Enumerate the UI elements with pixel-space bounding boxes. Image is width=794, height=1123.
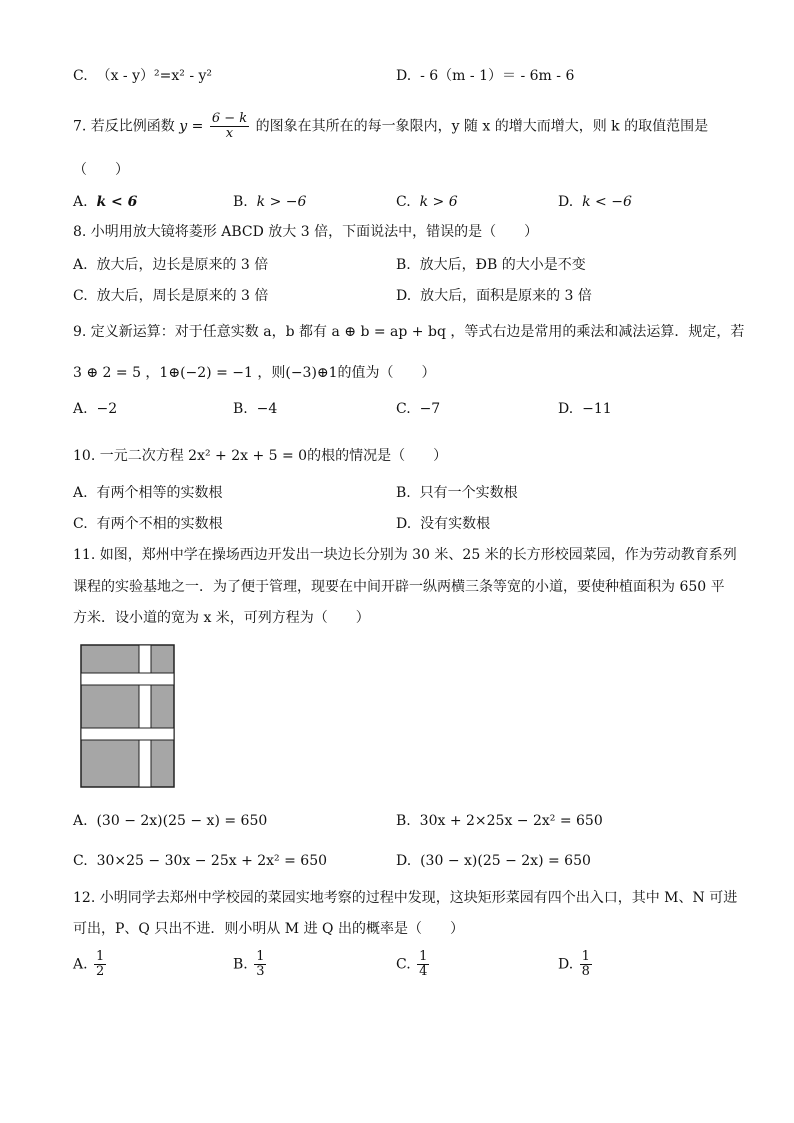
q7-stem: 7. 若反比例函数 y = $\frac{6 - k}{x}$ 的图象在其所在的每一象限内，y 随 x 的增大而增大，则 k 的取值范围是 <box>73 111 709 141</box>
q7-option-c: C. k > 6 <box>396 194 458 210</box>
q12-option-b: B. $\frac{1}{3}$ <box>233 949 265 979</box>
q7-answer-paren: （ ） <box>73 162 129 178</box>
q9-option-d: D. −11 <box>558 401 612 417</box>
q9-stem-line2: 3 ⊕ 2 = 5 ，1⊕(−2) = −1 ，则(−3)⊕1的值为（ ） <box>73 365 436 381</box>
q8-option-b: B. 放大后，ÐB 的大小是不变 <box>396 257 586 273</box>
q9-option-a: A. −2 <box>73 401 118 417</box>
q12-option-c: C. $\frac{1}{4}$ <box>396 949 428 979</box>
q11-stem-line3: 方米．设小道的宽为 x 米，可列方程为（ ） <box>73 610 370 626</box>
q6-option-d: D. - 6（m - 1）＝ - 6m - 6 <box>396 68 575 84</box>
q12-stem-line1: 12. 小明同学去郑州中学校园的菜园实地考察的过程中发现，这块矩形菜园有四个出入口，其中 M、N 可进 <box>73 890 738 906</box>
q11-stem-line2: 课程的实验基地之一．为了便于管理，现要在中间开辟一纵两横三条等宽的小道，要使种植面积为 650 平 <box>73 579 725 595</box>
garden-path-diagram <box>80 644 180 789</box>
q11-option-a: A. (30 − 2x)(25 − x) = 650 <box>73 813 268 829</box>
q9-option-b: B. −4 <box>233 401 278 417</box>
q11-option-b: B. 30x + 2×25x − 2x² = 650 <box>396 813 603 829</box>
q9-stem-line1: 9. 定义新运算：对于任意实数 a，b 都有 a ⊕ b = ap + bq ，等式右边是常用的乘法和减法运算．规定，若 <box>73 324 745 340</box>
q10-stem: 10. 一元二次方程 2x² + 2x + 5 = 0的根的情况是（ ） <box>73 448 448 464</box>
q11-option-c: C. 30×25 − 30x − 25x + 2x² = 650 <box>73 853 328 869</box>
q12-option-b-fraction: $\frac{1}{3}$ <box>256 949 265 979</box>
q11-stem-line1: 11. 如图，郑州中学在操场西边开发出一块边长分别为 30 米、25 米的长方形校园菜园，作为劳动教育系列 <box>73 547 737 563</box>
q8-option-c: C. 放大后，周长是原来的 3 倍 <box>73 288 269 304</box>
q8-option-a: A. 放大后，边长是原来的 3 倍 <box>73 257 269 273</box>
q10-option-a: A. 有两个相等的实数根 <box>73 485 223 501</box>
q12-option-d: D. $\frac{1}{8}$ <box>558 949 590 979</box>
q12-option-c-fraction: $\frac{1}{4}$ <box>419 949 428 979</box>
q12-option-a: A. $\frac{1}{2}$ <box>73 949 105 979</box>
q7-option-d: D. k < −6 <box>558 194 632 210</box>
q7-option-b: B. k > −6 <box>233 194 307 210</box>
q10-option-b: B. 只有一个实数根 <box>396 485 518 501</box>
q7-fraction: $\frac{6 - k}{x}$ <box>211 111 248 141</box>
q12-stem-line2: 可出，P、Q 只出不进．则小明从 M 进 Q 出的概率是（ ） <box>73 921 464 937</box>
q12-option-d-fraction: $\frac{1}{8}$ <box>581 949 590 979</box>
q10-option-d: D. 没有实数根 <box>396 516 491 532</box>
q7-option-a: A. k < 6 <box>73 194 138 210</box>
q6-option-c: C. （x - y）²=x² - y² <box>73 68 213 84</box>
q8-option-d: D. 放大后，面积是原来的 3 倍 <box>396 288 592 304</box>
q12-option-a-fraction: $\frac{1}{2}$ <box>96 949 105 979</box>
q11-option-d: D. (30 − x)(25 − 2x) = 650 <box>396 853 591 869</box>
q9-option-c: C. −7 <box>396 401 441 417</box>
q10-option-c: C. 有两个不相的实数根 <box>73 516 223 532</box>
q8-stem: 8. 小明用放大镜将菱形 ABCD 放大 3 倍，下面说法中，错误的是（ ） <box>73 224 539 240</box>
